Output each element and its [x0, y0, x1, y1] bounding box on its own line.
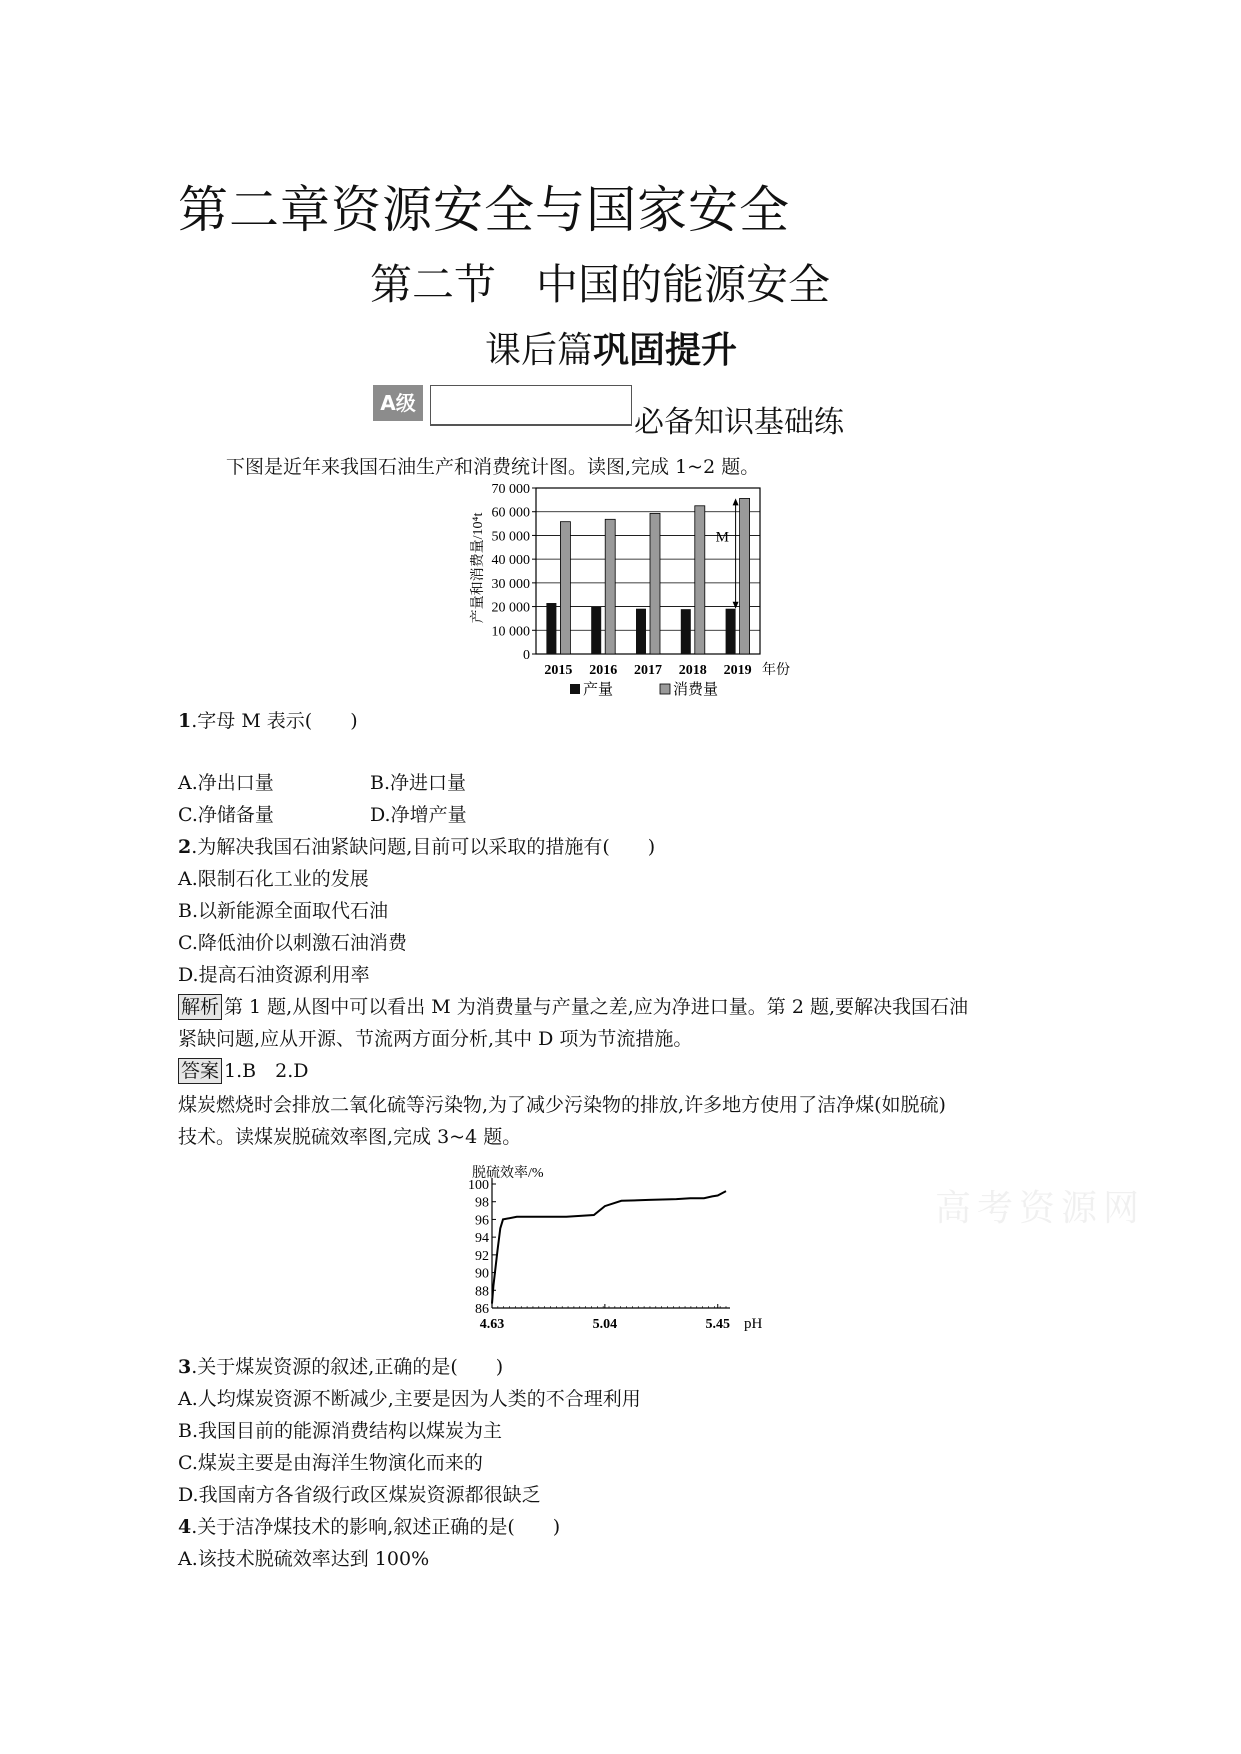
chart2-y-tick-label: 92	[475, 1248, 489, 1264]
chart1-m-label: M	[715, 529, 729, 546]
intro-text-1: 下图是近年来我国石油生产和消费统计图。读图,完成 1~2 题。	[226, 456, 760, 478]
bar-consumption-2019	[740, 498, 750, 654]
chart1-y-tick-label: 70 000	[491, 482, 530, 497]
page-subtitle	[485, 322, 737, 373]
bar-consumption-2015	[560, 522, 570, 654]
subtitle-bold: 巩固提升	[593, 330, 738, 371]
answer-tag: 答案	[178, 1058, 222, 1084]
analysis-line-2: 紧缺问题,应从开源、节流两方面分析,其中 D 项为节流措施。	[178, 1028, 693, 1050]
q3-option-d: D.我国南方各省级行政区煤炭资源都很缺乏	[178, 1484, 541, 1506]
q4-option-a: A.该技术脱硫效率达到 100%	[178, 1548, 430, 1570]
bar-consumption-2016	[605, 519, 615, 654]
chart1-y-axis-label: 产量和消费量/10⁴t	[471, 512, 486, 624]
chart1-y-tick-label: 40 000	[491, 553, 530, 569]
q3-stem: .关于煤炭资源的叙述,正确的是( )	[191, 1356, 504, 1378]
chart1-x-tick-label: 2015	[544, 663, 573, 678]
chart1-y-tick-label: 10 000	[491, 624, 530, 640]
legend-label-production: 产量	[583, 682, 614, 698]
watermark: 高考资源网	[935, 1188, 1146, 1229]
chart2-y-axis-label: 脱硫效率/%	[472, 1166, 544, 1181]
q1-option-d: D.净增产量	[370, 804, 467, 826]
q4-stem: .关于洁净煤技术的影响,叙述正确的是( )	[191, 1516, 561, 1538]
q3-number: 3	[178, 1356, 192, 1378]
q2-option-a: A.限制石化工业的发展	[178, 868, 369, 890]
chart1-y-tick-label: 60 000	[491, 505, 530, 521]
q3-option-b: B.我国目前的能源消费结构以煤炭为主	[178, 1420, 503, 1442]
level-label: 必备知识基础练	[634, 405, 844, 440]
q2-option-b: B.以新能源全面取代石油	[178, 900, 389, 922]
chart1-x-axis-unit: 年份	[762, 663, 790, 678]
chart2-y-tick-label: 100	[468, 1178, 489, 1193]
legend-swatch-production	[570, 684, 580, 694]
chart1-y-tick-label: 50 000	[491, 529, 530, 545]
chart1-x-tick-label: 2017	[634, 663, 662, 678]
bar-production-2016	[591, 607, 601, 654]
chart2-y-tick-label: 98	[475, 1195, 489, 1211]
q1-number: 1	[178, 710, 192, 732]
answer-text: 1.B 2.D	[224, 1060, 309, 1082]
chart2-x-tick-label: 5.04	[592, 1317, 618, 1332]
chart2-y-tick-label: 96	[475, 1213, 489, 1229]
q2-stem: .为解决我国石油紧缺问题,目前可以采取的措施有( )	[191, 836, 656, 858]
question-1	[178, 706, 358, 733]
q1-option-a: A.净出口量	[178, 772, 274, 794]
chart2-y-tick-label: 86	[475, 1302, 489, 1317]
q1-option-b: B.净进口量	[370, 772, 467, 794]
bar-consumption-2017	[650, 513, 660, 654]
chart2-x-axis-label: pH	[744, 1316, 763, 1332]
q2-option-c: C.降低油价以刺激石油消费	[178, 932, 407, 954]
analysis-line-1	[178, 992, 968, 1020]
chart2-y-tick-label: 90	[475, 1266, 489, 1282]
answer-line	[178, 1056, 308, 1084]
question-3	[178, 1352, 503, 1379]
subtitle-normal: 课后篇	[485, 330, 594, 371]
oil-bar-chart	[460, 476, 790, 706]
bar-production-2019	[726, 609, 736, 654]
desulfurization-line-chart	[462, 1160, 782, 1330]
q1-option-c: C.净储备量	[178, 804, 274, 826]
chapter-title: 第二章资源安全与国家安全	[178, 181, 790, 239]
question-4	[178, 1512, 560, 1539]
section-title	[370, 252, 830, 312]
q3-option-a: A.人均煤炭资源不断减少,主要是因为人类的不合理利用	[178, 1388, 641, 1410]
analysis-text-1: 第 1 题,从图中可以看出 M 为消费量与产量之差,应为净进口量。第 2 题,要解决我国石油	[224, 996, 969, 1018]
chart1-x-tick-label: 2018	[678, 663, 707, 678]
bar-consumption-2018	[695, 506, 705, 654]
chart1-x-tick-label: 2016	[589, 663, 618, 678]
intro-text-2-line-1: 煤炭燃烧时会排放二氧化硫等污染物,为了减少污染物的排放,许多地方使用了洁净煤(如脱硫)	[178, 1094, 946, 1116]
question-2	[178, 832, 655, 859]
chart1-y-tick-label: 0	[523, 648, 530, 663]
chart2-x-tick-label: 4.63	[479, 1317, 505, 1332]
chart1-y-tick-label: 30 000	[491, 576, 530, 592]
q1-stem: .字母 M 表示( )	[191, 710, 358, 732]
chart2-efficiency-line	[492, 1191, 726, 1304]
section-number: 第二节	[370, 260, 497, 309]
bar-production-2018	[681, 609, 691, 654]
level-box	[430, 385, 632, 426]
legend-swatch-consumption	[660, 684, 670, 694]
q2-number: 2	[178, 836, 192, 858]
q3-option-c: C.煤炭主要是由海洋生物演化而来的	[178, 1452, 483, 1474]
chart1-x-tick-label: 2019	[723, 663, 752, 678]
intro-text-2-line-2: 技术。读煤炭脱硫效率图,完成 3~4 题。	[178, 1126, 522, 1148]
bar-production-2017	[636, 609, 646, 654]
bar-production-2015	[546, 603, 556, 654]
chart1-y-tick-label: 20 000	[491, 600, 530, 616]
legend-label-consumption: 消费量	[673, 682, 719, 698]
section-name: 中国的能源安全	[536, 260, 831, 309]
chart1-m-marker	[716, 498, 739, 608]
chart2-y-tick-label: 94	[475, 1231, 489, 1247]
level-badge: A级	[373, 385, 423, 421]
chart2-y-tick-label: 88	[475, 1284, 489, 1300]
q4-number: 4	[178, 1516, 192, 1538]
chart2-x-tick-label: 5.45	[705, 1317, 730, 1332]
analysis-tag: 解析	[178, 994, 222, 1020]
q2-option-d: D.提高石油资源利用率	[178, 964, 370, 986]
